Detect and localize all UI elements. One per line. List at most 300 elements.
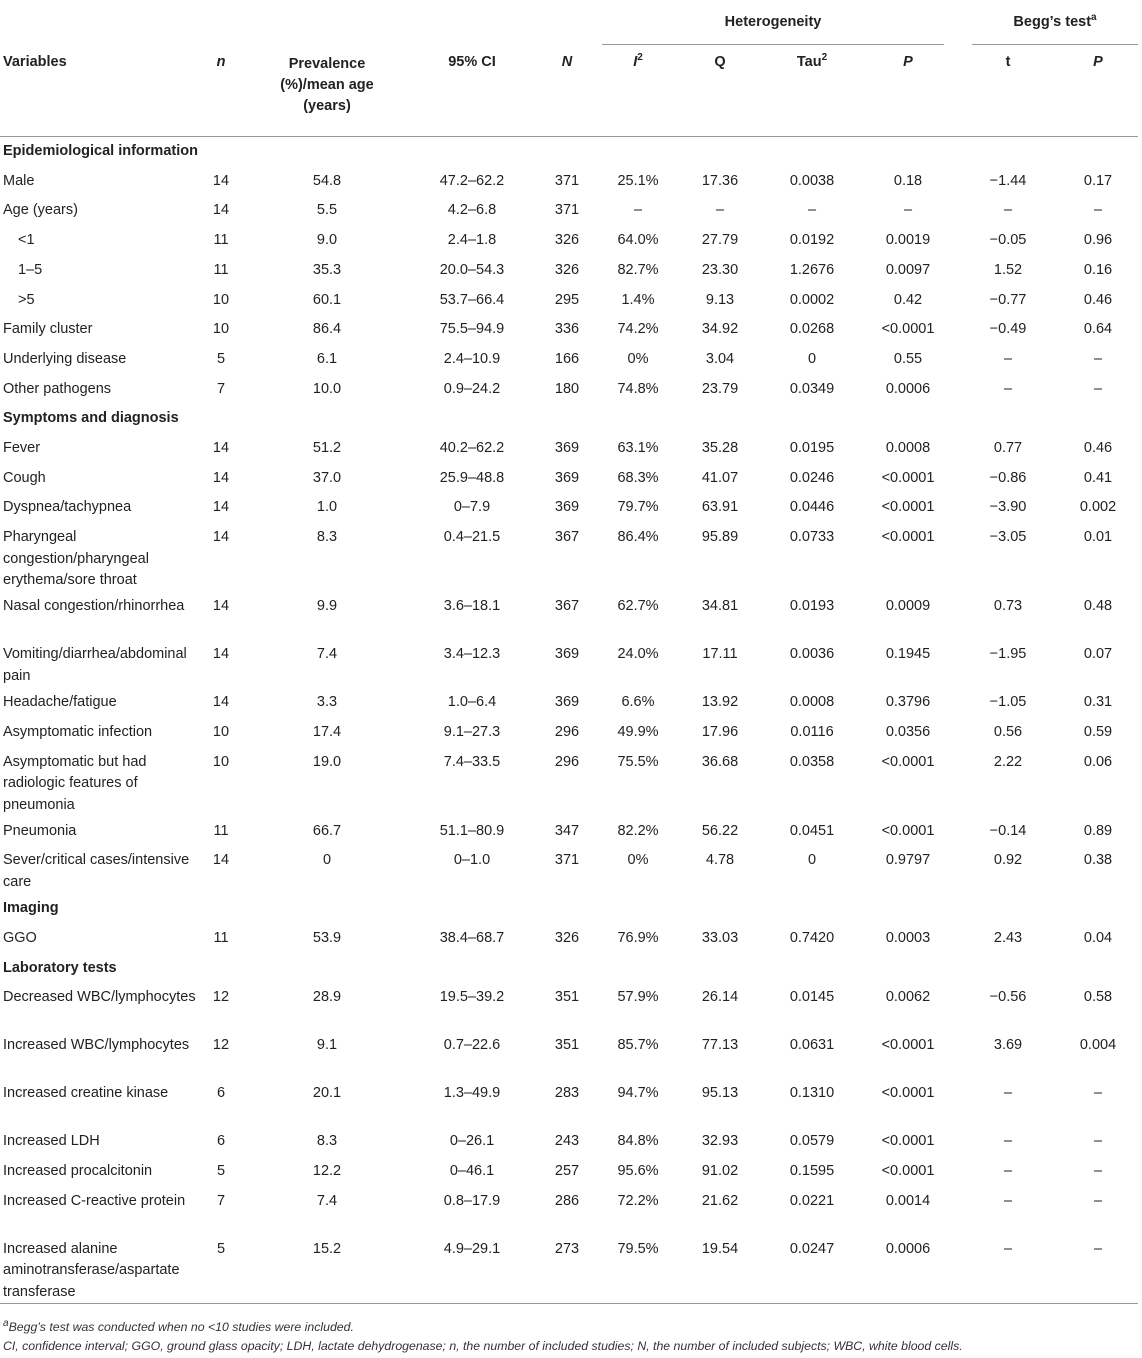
cell-t: −0.05 [989,232,1027,249]
cell-q: 23.79 [701,380,739,397]
cell-N: 367 [554,598,580,615]
cell-i2: 0% [627,350,649,367]
cell-i2: 49.9% [617,723,659,740]
cell-ci: 2.4–1.8 [447,232,497,249]
row-label: Increased procalcitonin [3,1163,153,1180]
cell-prevalence: 7.4 [316,646,338,663]
cell-prevalence: 8.3 [316,1133,338,1150]
cell-q: 95.89 [701,529,739,546]
cell-p-begg: 0.17 [1083,172,1113,189]
row-label: Pharyngeal congestion/pharyngeal erythema/sore throat [3,529,149,589]
cell-prevalence: 9.1 [316,1037,338,1054]
table-row [0,196,1138,226]
table-row [0,315,1138,345]
cell-prevalence: 35.3 [312,261,342,278]
cell-p-begg: – [1093,1192,1103,1209]
cell-N: 347 [554,822,580,839]
cell-n: 5 [216,1163,226,1180]
cell-q: 36.68 [701,753,739,770]
cell-prevalence: 1.0 [316,499,338,516]
cell-p-heterogeneity: <0.0001 [881,822,935,839]
cell-p-begg: 0.004 [1079,1037,1117,1054]
footnote-abbreviations: CI, confidence interval; GGO, ground glass opacity; LDH, lactate dehydrogenase; n, the number of included studies; N, the number of included subjects; WBC, white blood cells. [3,1339,963,1353]
cell-q: 9.13 [705,291,735,308]
cell-N: 243 [554,1133,580,1150]
cell-p-begg: – [1093,1163,1103,1180]
cell-i2: 79.5% [617,1240,659,1257]
col-header-variables: Variables [3,53,67,70]
table-row [0,718,1138,748]
cell-p-begg: 0.07 [1083,646,1113,663]
cell-p-heterogeneity: 0.55 [893,350,923,367]
cell-ci: 3.6–18.1 [443,598,501,615]
cell-t: – [1003,1133,1013,1150]
cell-tau2: 0.0193 [789,598,835,615]
cell-n: 7 [216,1192,226,1209]
cell-i2: 25.1% [617,172,659,189]
cell-n: 14 [212,694,230,711]
cell-p-heterogeneity: 0.1945 [885,646,931,663]
cell-n: 10 [212,291,230,308]
col-header-tau2: Tau$^2$ [796,52,828,70]
cell-tau2: 0.1595 [789,1163,835,1180]
cell-t: 0.73 [993,598,1023,615]
cell-i2: 62.7% [617,598,659,615]
cell-N: 371 [554,172,580,189]
cell-prevalence: 7.4 [316,1192,338,1209]
cell-p-heterogeneity: <0.0001 [881,529,935,546]
cell-p-heterogeneity: 0.0009 [885,598,931,615]
cell-i2: 75.5% [617,753,659,770]
cell-p-begg: 0.04 [1083,929,1113,946]
cell-p-begg: – [1093,202,1103,219]
table-row [0,493,1138,523]
cell-tau2: 0.0349 [789,380,835,397]
cell-p-begg: – [1093,1240,1103,1257]
cell-ci: 0.4–21.5 [443,529,501,546]
cell-tau2: 0.0036 [789,646,835,663]
cell-N: 369 [554,469,580,486]
cell-p-heterogeneity: – [903,202,913,219]
cell-N: 273 [554,1240,580,1257]
cell-N: 336 [554,321,580,338]
row-label: Fever [3,440,41,457]
cell-p-begg: 0.06 [1083,753,1113,770]
cell-N: 180 [554,380,580,397]
row-label: Family cluster [3,321,93,338]
cell-prevalence: 0 [322,852,332,869]
row-label: Decreased WBC/lymphocytes [3,989,196,1006]
cell-p-begg: 0.16 [1083,261,1113,278]
col-header-ci: 95% CI [448,53,496,70]
cell-p-begg: 0.41 [1083,469,1113,486]
cell-p-heterogeneity: <0.0001 [881,321,935,338]
col-header-prevalence: Prevalence (%)/mean age (years) [280,55,374,114]
cell-i2: 95.6% [617,1163,659,1180]
cell-i2: 82.2% [617,822,659,839]
section-title: Laboratory tests [3,959,117,976]
cell-ci: 0–1.0 [453,852,491,869]
cell-prevalence: 86.4 [312,321,342,338]
cell-tau2: 0 [807,350,817,367]
cell-tau2: 0.0733 [789,529,835,546]
cell-i2: 63.1% [617,440,659,457]
section-title: Imaging [3,900,59,917]
cell-tau2: 0.0579 [789,1133,835,1150]
cell-ci: 7.4–33.5 [443,753,501,770]
cell-p-heterogeneity: 0.0097 [885,261,931,278]
cell-p-heterogeneity: 0.0062 [885,989,931,1006]
cell-ci: 25.9–48.8 [439,469,505,486]
cell-tau2: 0.0358 [789,753,835,770]
col-header-p-begg: P [1093,54,1103,70]
cell-n: 11 [213,232,229,249]
section-header-row [0,137,1138,167]
cell-tau2: 0.0451 [789,822,835,839]
cell-ci: 2.4–10.9 [443,350,501,367]
cell-tau2: 0.0631 [789,1037,835,1054]
cell-n: 6 [216,1133,226,1150]
cell-p-begg: 0.38 [1083,852,1113,869]
cell-ci: 3.4–12.3 [443,646,501,663]
cell-q: 17.36 [701,172,739,189]
cell-q: 63.91 [701,499,739,516]
row-label: Headache/fatigue [3,694,117,711]
cell-q: 33.03 [701,929,739,946]
table-row [0,226,1138,256]
cell-t: −0.86 [989,469,1027,486]
cell-prevalence: 9.0 [316,232,338,249]
table-row [0,846,1138,894]
cell-t: −0.14 [989,822,1027,839]
cell-q: 19.54 [701,1240,739,1257]
cell-tau2: 0.0116 [790,723,834,740]
cell-ci: 9.1–27.3 [443,723,501,740]
cell-prevalence: 37.0 [312,469,342,486]
cell-t: −1.05 [989,694,1027,711]
cell-ci: 75.5–94.9 [439,321,505,338]
table-row [0,167,1138,197]
cell-prevalence: 15.2 [312,1240,342,1257]
cell-q: 35.28 [701,440,739,457]
cell-p-begg: – [1093,380,1103,397]
cell-t: −0.49 [989,321,1027,338]
cell-i2: 0% [627,852,649,869]
footnote-begg: $^a$Begg’s test was conducted when no <10 studies were included. [3,1317,354,1334]
cell-p-begg: – [1093,1133,1103,1150]
cell-i2: 76.9% [617,929,659,946]
cell-p-begg: 0.31 [1083,694,1113,711]
table-row [0,523,1138,592]
cell-t: 2.22 [993,753,1023,770]
row-label: Nasal congestion/rhinorrhea [3,598,185,615]
cell-tau2: 0.0002 [789,291,835,308]
cell-ci: 51.1–80.9 [439,822,505,839]
cell-t: – [1003,1085,1013,1102]
table-row [0,640,1138,688]
cell-prevalence: 6.1 [316,350,338,367]
row-label: Increased C-reactive protein [3,1192,186,1209]
cell-prevalence: 8.3 [316,529,338,546]
cell-N: 369 [554,440,580,457]
heterogeneity-group-header: Heterogeneity [602,0,958,45]
cell-tau2: 0 [807,852,817,869]
cell-q: 13.92 [701,694,739,711]
cell-i2: 94.7% [617,1085,659,1102]
cell-prevalence: 51.2 [312,440,342,457]
cell-i2: 86.4% [617,529,659,546]
cell-p-begg: 0.64 [1083,321,1113,338]
cell-ci: 53.7–66.4 [439,291,505,308]
cell-n: 14 [212,440,230,457]
cell-p-heterogeneity: 0.0003 [885,929,931,946]
section-title: Symptoms and diagnosis [3,410,179,427]
cell-q: – [715,202,725,219]
cell-n: 12 [212,1037,230,1054]
cell-ci: 0.9–24.2 [443,380,501,397]
cell-q: 17.11 [702,646,738,663]
cell-n: 12 [212,989,230,1006]
cell-tau2: 0.0038 [789,172,835,189]
cell-t: −3.05 [989,529,1027,546]
cell-prevalence: 10.0 [312,380,342,397]
cell-N: 369 [554,694,580,711]
col-header-p-heterogeneity: P [903,54,913,70]
cell-p-begg: 0.46 [1083,440,1113,457]
cell-ci: 4.9–29.1 [443,1240,501,1257]
table-row [0,1079,1138,1127]
cell-n: 7 [216,380,226,397]
cell-i2: 68.3% [617,469,659,486]
cell-N: 369 [554,646,580,663]
cell-N: 286 [554,1192,580,1209]
cell-n: 14 [212,172,230,189]
cell-p-heterogeneity: 0.0014 [885,1192,931,1209]
cell-p-begg: 0.002 [1079,499,1117,516]
cell-n: 14 [212,598,230,615]
cell-p-heterogeneity: 0.0356 [885,723,931,740]
cell-ci: 0.7–22.6 [443,1037,501,1054]
cell-p-heterogeneity: 0.18 [893,172,923,189]
cell-tau2: 0.0195 [789,440,835,457]
cell-ci: 38.4–68.7 [439,929,505,946]
cell-t: 0.77 [993,440,1023,457]
cell-q: 4.78 [705,852,735,869]
row-label: Other pathogens [3,380,112,397]
row-label: Increased alanine aminotransferase/aspartate transferase [3,1240,180,1300]
cell-N: 166 [554,350,580,367]
cell-t: 3.69 [993,1037,1023,1054]
cell-n: 10 [212,321,230,338]
cell-tau2: – [807,202,817,219]
cell-p-heterogeneity: 0.42 [893,291,923,308]
cell-p-heterogeneity: <0.0001 [881,753,935,770]
cell-n: 11 [213,822,229,839]
cell-i2: 1.4% [621,291,655,308]
cell-q: 41.07 [701,469,739,486]
cell-p-heterogeneity: <0.0001 [881,1163,935,1180]
cell-prevalence: 9.9 [316,598,338,615]
cell-q: 27.79 [701,232,739,249]
cell-t: 0.92 [993,852,1023,869]
cell-N: 351 [554,989,580,1006]
cell-tau2: 0.0145 [789,989,835,1006]
cell-i2: 24.0% [617,646,659,663]
cell-tau2: 0.0268 [789,321,835,338]
table-row [0,464,1138,494]
cell-tau2: 0.0221 [789,1192,835,1209]
cell-tau2: 0.7420 [789,929,835,946]
cell-p-begg: 0.96 [1083,232,1113,249]
cell-p-begg: 0.48 [1083,598,1113,615]
cell-t: 0.56 [993,723,1023,740]
cell-prevalence: 19.0 [312,753,342,770]
cell-q: 23.30 [701,261,739,278]
cell-ci: 40.2–62.2 [439,440,505,457]
table-row [0,1127,1138,1157]
cell-i2: 72.2% [617,1192,659,1209]
cell-t: – [1003,202,1013,219]
cell-ci: 0–7.9 [453,499,491,516]
cell-q: 56.22 [701,822,739,839]
table-footnotes [3,1318,963,1356]
row-label: Cough [3,469,46,486]
cell-q: 32.93 [701,1133,739,1150]
table-body [0,137,1138,1304]
row-label: Pneumonia [3,822,77,839]
cell-N: 326 [554,929,580,946]
cell-n: 14 [212,202,230,219]
cell-N: 371 [554,852,580,869]
cell-ci: 1.3–49.9 [443,1085,501,1102]
cell-i2: 74.8% [617,380,659,397]
cell-prevalence: 60.1 [312,291,342,308]
table-row [0,286,1138,316]
row-label: Vomiting/diarrhea/abdominal pain [3,646,187,684]
cell-i2: 57.9% [617,989,659,1006]
row-label: Increased creatine kinase [3,1085,169,1102]
table-row [0,983,1138,1031]
cell-p-heterogeneity: 0.9797 [885,852,931,869]
cell-q: 34.92 [701,321,739,338]
cell-p-begg: 0.59 [1083,723,1113,740]
cell-ci: 0.8–17.9 [443,1192,501,1209]
row-label: >5 [18,291,35,308]
cell-t: – [1003,1240,1013,1257]
row-label: 1–5 [18,261,43,278]
cell-q: 91.02 [701,1163,739,1180]
cell-n: 14 [212,499,230,516]
row-label: Asymptomatic but had radiologic features of pneumonia [3,753,147,813]
table-row [0,592,1138,640]
table-header [0,0,1138,137]
cell-p-heterogeneity: 0.0008 [885,440,931,457]
cell-i2: 82.7% [617,261,659,278]
cell-p-begg: 0.89 [1083,822,1113,839]
section-header-row [0,894,1138,924]
row-label: Underlying disease [3,350,127,367]
cell-tau2: 0.0246 [789,469,835,486]
cell-t: −1.44 [989,172,1027,189]
row-label: <1 [18,232,35,249]
cell-p-heterogeneity: <0.0001 [881,499,935,516]
col-header-n: n [216,53,226,70]
cell-t: – [1003,380,1013,397]
cell-prevalence: 28.9 [312,989,342,1006]
cell-t: – [1003,1163,1013,1180]
row-label: Dyspnea/tachypnea [3,499,132,516]
cell-tau2: 0.0247 [789,1240,835,1257]
table-row [0,1187,1138,1235]
cell-ci: 47.2–62.2 [439,172,505,189]
cell-p-begg: – [1093,1085,1103,1102]
cell-tau2: 0.0192 [789,232,835,249]
cell-ci: 4.2–6.8 [447,202,497,219]
cell-t: −3.90 [989,499,1027,516]
row-label: Increased LDH [3,1133,100,1150]
table-row [0,748,1138,817]
cell-q: 26.14 [701,989,739,1006]
table-row [0,345,1138,375]
cell-t: −0.77 [989,291,1027,308]
begg-test-group-header: Begg’s test$^a$ [958,0,1138,45]
table-row [0,1031,1138,1079]
cell-n: 14 [212,646,230,663]
table-row [0,256,1138,286]
cell-tau2: 0.0008 [789,694,835,711]
cell-tau2: 0.0446 [789,499,835,516]
cell-tau2: 1.2676 [789,261,835,278]
cell-n: 11 [213,261,229,278]
cell-t: – [1003,1192,1013,1209]
cell-n: 5 [216,350,226,367]
cell-n: 11 [213,929,229,946]
col-header-t: t [1005,54,1011,70]
cell-N: 351 [554,1037,580,1054]
section-header-row [0,404,1138,434]
cell-p-heterogeneity: <0.0001 [881,469,935,486]
section-header-row [0,954,1138,984]
cell-prevalence: 17.4 [312,723,342,740]
cell-i2: 6.6% [621,694,655,711]
table-row [0,817,1138,847]
cell-prevalence: 66.7 [312,822,342,839]
cell-n: 6 [216,1085,226,1102]
table-row [0,1157,1138,1187]
cell-p-heterogeneity: 0.3796 [885,694,931,711]
table-row [0,1235,1138,1304]
cell-N: 371 [554,202,580,219]
cell-n: 14 [212,529,230,546]
cell-n: 10 [212,723,230,740]
cell-n: 10 [212,753,230,770]
cell-i2: 74.2% [617,321,659,338]
col-header-i2: $I^2$ [633,52,643,70]
cell-ci: 1.0–6.4 [447,694,497,711]
cell-ci: 20.0–54.3 [439,261,505,278]
cell-q: 21.62 [701,1192,739,1209]
cell-ci: 19.5–39.2 [439,989,505,1006]
cell-q: 77.13 [701,1037,739,1054]
cell-p-heterogeneity: <0.0001 [881,1037,935,1054]
cell-N: 283 [554,1085,580,1102]
table-row [0,434,1138,464]
cell-t: 2.43 [993,929,1023,946]
row-label: Asymptomatic infection [3,723,153,740]
cell-p-heterogeneity: 0.0006 [885,1240,931,1257]
cell-t: −0.56 [989,989,1027,1006]
cell-i2: 85.7% [617,1037,659,1054]
